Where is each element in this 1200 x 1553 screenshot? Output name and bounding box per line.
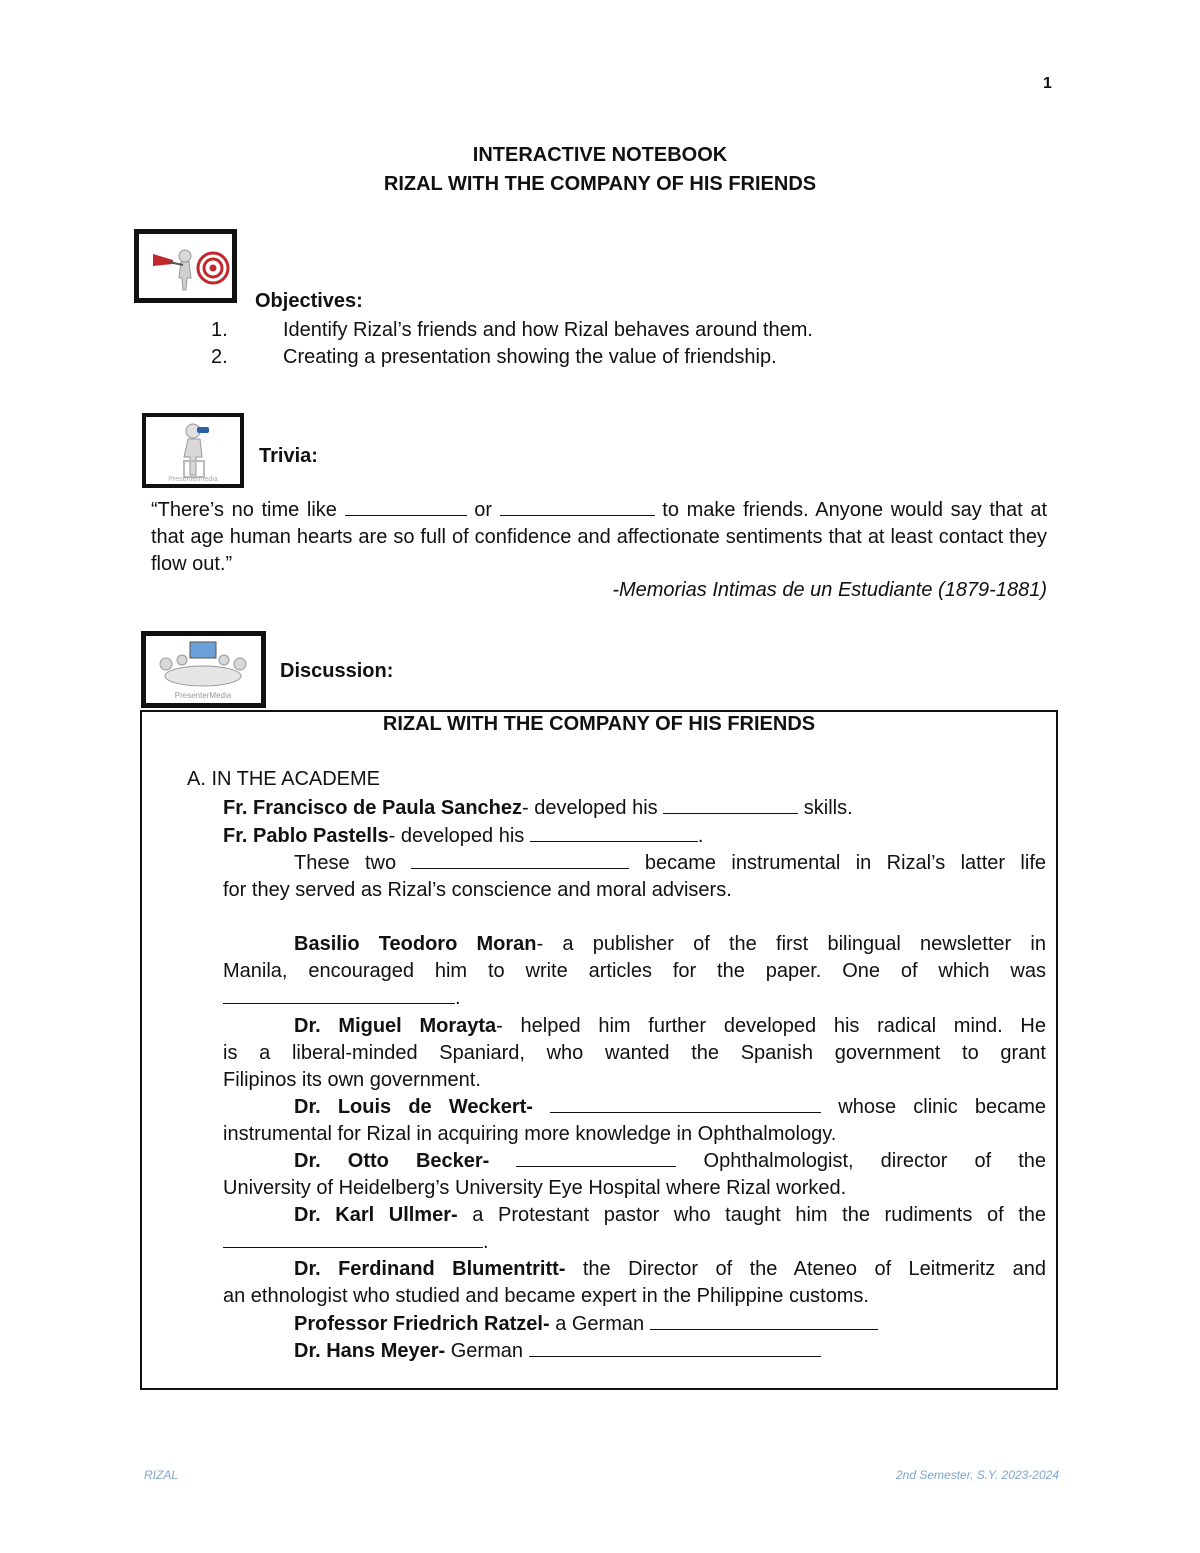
person-name: Fr. Francisco de Paula Sanchez bbox=[223, 797, 523, 819]
fill-blank bbox=[223, 1229, 483, 1248]
icon-caption: PresenterMedia bbox=[174, 691, 232, 700]
entry-becker-2: University of Heidelberg’s University Eye Hospital where Rizal worked. bbox=[223, 1177, 847, 1199]
fill-blank bbox=[345, 497, 467, 516]
person-name: Dr. Otto Becker- bbox=[294, 1150, 490, 1172]
entry-sanchez bbox=[223, 795, 1046, 822]
fill-blank bbox=[650, 1311, 878, 1330]
person-name: Dr. Karl Ullmer- bbox=[294, 1204, 458, 1226]
trivia-source: -Memorias Intimas de un Estudiante (1879-1881) bbox=[612, 579, 1047, 601]
document-title: INTERACTIVE NOTEBOOK bbox=[472, 144, 728, 166]
person-name: Dr. Louis de Weckert- bbox=[294, 1096, 533, 1118]
these-two-line-2: for they served as Rizal’s conscience and moral advisers. bbox=[223, 879, 732, 901]
entry-text: - developed his bbox=[388, 825, 525, 847]
page-number: 1 bbox=[1043, 75, 1052, 92]
entry-becker-1 bbox=[223, 1148, 1046, 1175]
quote-text: or bbox=[474, 499, 492, 521]
person-name: Dr. Ferdinand Blumentritt- bbox=[294, 1258, 566, 1280]
entry-morayta-1 bbox=[223, 1013, 1046, 1040]
entry-text: a German bbox=[555, 1313, 645, 1335]
objective-text: Creating a presentation showing the value of friendship. bbox=[283, 346, 777, 368]
entry-ullmer-1 bbox=[223, 1202, 1046, 1229]
entry-weckert-2: instrumental for Rizal in acquiring more knowledge in Ophthalmology. bbox=[223, 1123, 837, 1145]
entry-text: . bbox=[483, 1231, 489, 1253]
entry-text: - helped him further developed his radical mind. He bbox=[496, 1015, 1046, 1037]
entry-text: - a publisher of the first bilingual newsletter in bbox=[536, 933, 1046, 955]
person-name: Basilio Teodoro Moran bbox=[294, 933, 537, 955]
trivia-quote bbox=[151, 497, 1047, 578]
person-name: Dr. Miguel Morayta bbox=[294, 1015, 497, 1037]
entry-text: Ophthalmologist, director of the bbox=[703, 1150, 1046, 1172]
fill-blank bbox=[530, 823, 698, 842]
entry-moran-3 bbox=[223, 985, 1046, 1012]
entry-ratzel bbox=[223, 1311, 1046, 1338]
dart-target-icon bbox=[134, 229, 237, 303]
fill-blank bbox=[223, 985, 455, 1004]
fill-blank bbox=[500, 497, 655, 516]
entry-text: German bbox=[450, 1340, 523, 1362]
objectives-label: Objectives: bbox=[255, 290, 363, 312]
entry-moran-1 bbox=[223, 931, 1046, 958]
entry-text: whose clinic became bbox=[838, 1096, 1046, 1118]
footer-right: 2nd Semester, S.Y. 2023-2024 bbox=[895, 1468, 1059, 1482]
meeting-table-icon bbox=[141, 631, 266, 708]
entry-text: became instrumental in Rizal’s latter life bbox=[644, 852, 1046, 874]
quote-text: “There’s no time like bbox=[151, 499, 337, 521]
fill-blank bbox=[516, 1148, 676, 1167]
person-name: Dr. Hans Meyer- bbox=[294, 1340, 446, 1362]
person-name: Professor Friedrich Ratzel- bbox=[294, 1313, 550, 1335]
entry-text: . bbox=[455, 987, 461, 1009]
entry-moran-2: Manila, encouraged him to write articles for the paper. One of which was bbox=[223, 960, 1046, 982]
quote-text: to make friends. Anyone would say that at that age human hearts are so full of confidence and affectionate sentiments that at least contact they flow out.” bbox=[151, 499, 1048, 575]
entry-morayta-2: is a liberal-minded Spaniard, who wanted the Spanish government to grant bbox=[223, 1042, 1046, 1064]
entry-text: - developed his bbox=[522, 797, 658, 819]
section-heading: A. IN THE ACADEME bbox=[187, 768, 381, 790]
entry-blumentritt-2: an ethnologist who studied and became expert in the Philippine customs. bbox=[223, 1285, 869, 1307]
objective-text: Identify Rizal’s friends and how Rizal behaves around them. bbox=[283, 319, 813, 341]
entry-morayta-3: Filipinos its own government. bbox=[223, 1069, 481, 1091]
objective-number: 1. bbox=[211, 319, 228, 341]
fill-blank bbox=[663, 795, 798, 814]
fill-blank bbox=[529, 1338, 821, 1357]
entry-text: These two bbox=[294, 852, 397, 874]
entry-text: a Protestant pastor who taught him the rudiments of the bbox=[472, 1204, 1046, 1226]
document-subtitle: RIZAL WITH THE COMPANY OF HIS FRIENDS bbox=[383, 173, 817, 195]
icon-caption: Presentermedia bbox=[168, 476, 218, 483]
discussion-title: RIZAL WITH THE COMPANY OF HIS FRIENDS bbox=[382, 713, 816, 735]
entry-meyer bbox=[223, 1338, 1046, 1365]
entry-text: the Director of the Ateneo of Leitmeritz and bbox=[582, 1258, 1046, 1280]
binoculars-figure-icon bbox=[142, 413, 244, 488]
entry-weckert-1 bbox=[223, 1094, 1046, 1121]
objective-number: 2. bbox=[211, 346, 228, 368]
fill-blank bbox=[550, 1094, 821, 1113]
trivia-label: Trivia: bbox=[259, 445, 318, 467]
fill-blank bbox=[411, 850, 629, 869]
entry-pastells bbox=[223, 823, 1046, 850]
these-two-line-1 bbox=[223, 850, 1046, 877]
entry-blumentritt-1 bbox=[223, 1256, 1046, 1283]
discussion-label: Discussion: bbox=[280, 660, 394, 682]
footer-left: RIZAL bbox=[144, 1468, 179, 1482]
entry-text: skills. bbox=[803, 797, 853, 819]
entry-text: . bbox=[697, 825, 704, 847]
person-name: Fr. Pablo Pastells bbox=[223, 825, 389, 847]
entry-ullmer-2 bbox=[223, 1229, 1046, 1256]
